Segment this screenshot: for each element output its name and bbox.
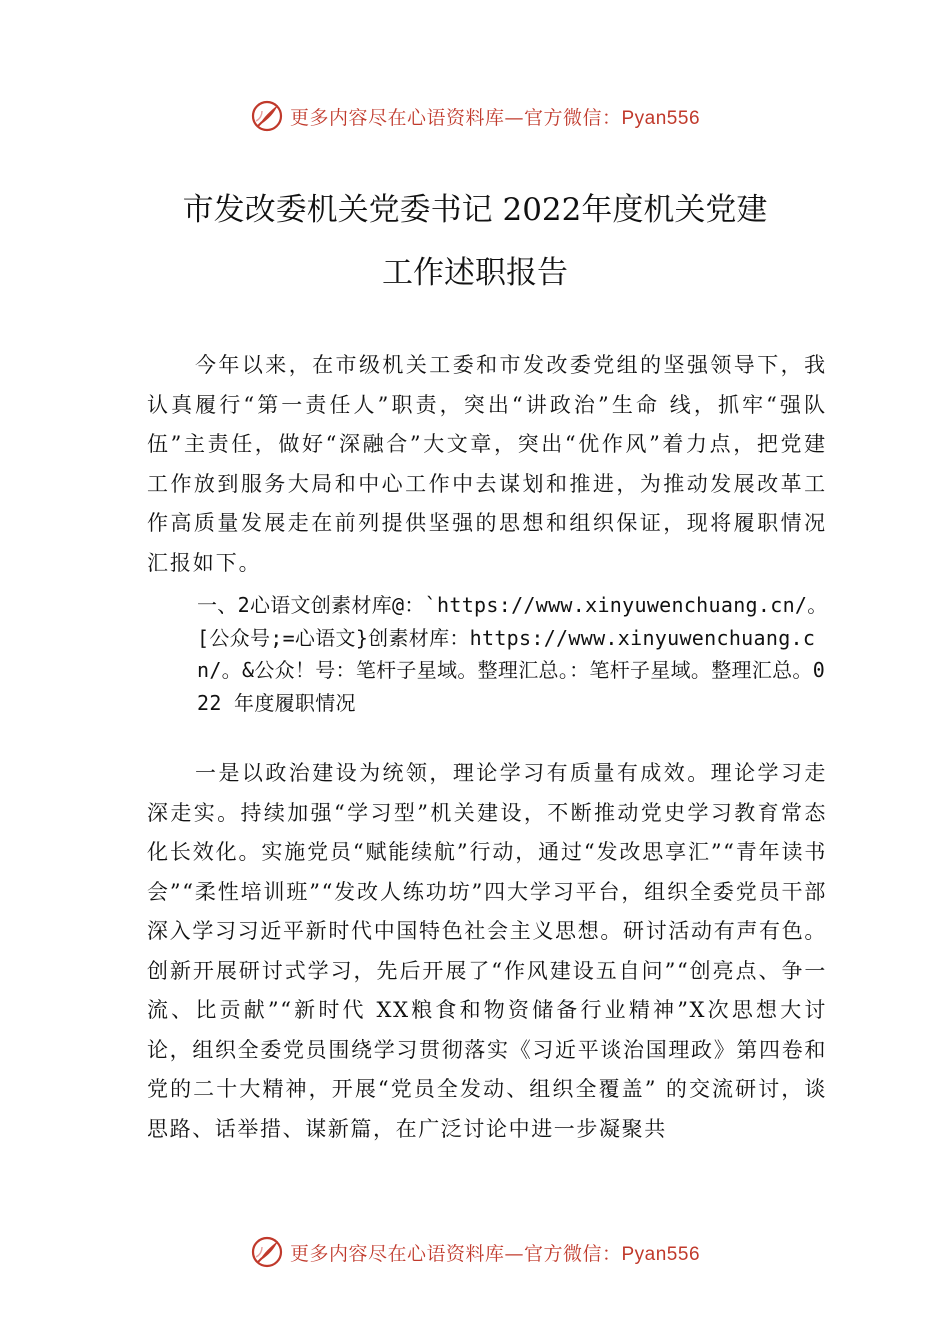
banner-slogan: 更多内容尽在心语资料库—官方微信： <box>289 106 622 129</box>
body-paragraph: 一是以政治建设为统领，理论学习有质量有成效。理论学习走深走实。持续加强“学习型”机关建设，不断推动党史学习教育常态化长效化。实施党员“赋能续航”行动，通过“发改思享汇”“青年读书会”“柔性培训班”“发改人练功坊”四大学习平台，组织全委党员干部深入学习习近平新时代中国特色社会主义思想。研讨活动有声有色。创新开展研讨式学习，先后开展了“作风建设五自问”“创亮点、争一流、比贡献”“新时代 XX粮食和物资储备行业精神”X次思想大讨论，组织全委党员围绕学习贯彻落实《习近平谈治国理政》第四卷和党的二十大精神，开展“党员全发动、组织全覆盖” 的交流研讨，谈思路、话举措、谋新篇，在广泛讨论中进一步凝聚共 <box>147 761 827 1141</box>
banner-slogan: 更多内容尽在心语资料库—官方微信： <box>289 1242 622 1265</box>
quill-pen-logo-icon <box>250 99 284 133</box>
banner-text <box>290 1239 700 1266</box>
document-title-line-1: 市发改委机关党委书记 2022年度机关党建 <box>182 192 768 228</box>
quill-pen-logo-icon <box>250 1235 284 1269</box>
footer-banner <box>0 1232 950 1272</box>
banner-wechat-id: Pyan556 <box>621 107 701 129</box>
banner-wechat-id: Pyan556 <box>621 1243 701 1265</box>
section-heading: 一、2心语文创素材库@：`https://www.xinyuwenchuang.cn/。[公众号;=心语文}创素材库：https://www.xinyuwenchuang.cn/。&公众！号：笔杆子星域。整理汇总。：笔杆子星域。整理汇总。022 年度履职情况 <box>197 593 828 715</box>
document-title-line-2: 工作述职报告 <box>382 255 568 291</box>
header-banner <box>0 96 950 136</box>
intro-paragraph: 今年以来，在市级机关工委和市发改委党组的坚强领导下，我认真履行“第一责任人”职责，突出“讲政治”生命 线，抓牢“强队伍”主责任，做好“深融合”大文章，突出“优作风”着力点，把党建工作放到服务大局和中心工作中去谋划和推进，为推动发展改革工作高质量发展走在前列提供坚强的思想和组织保证，现将履职情况汇报如下。 <box>147 353 827 575</box>
banner-text <box>290 103 700 130</box>
